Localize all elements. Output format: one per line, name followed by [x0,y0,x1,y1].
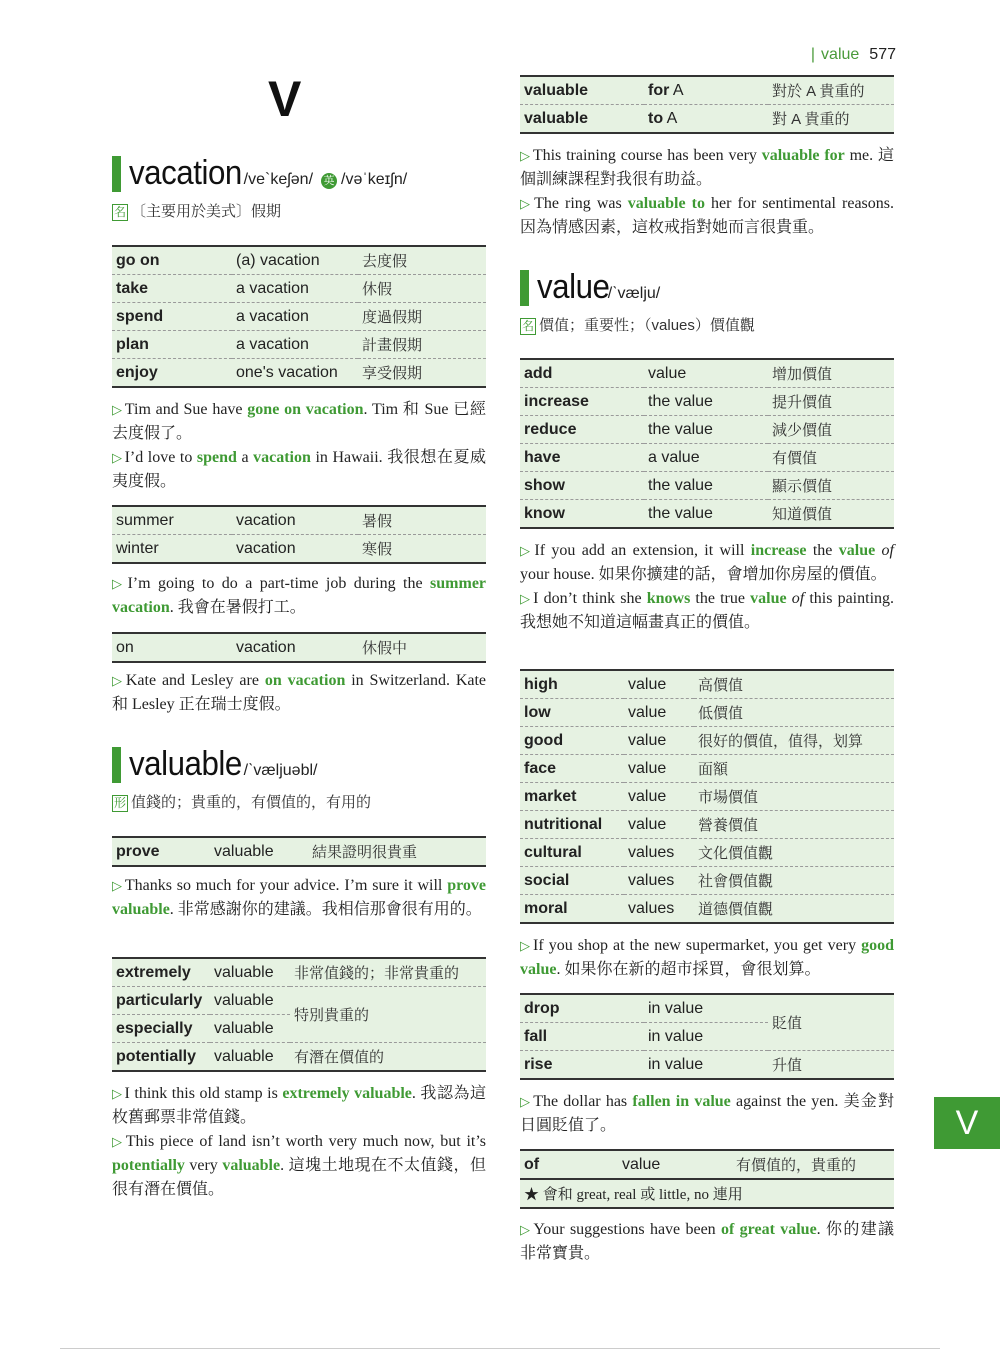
table-row: nutritional value 營養價值 [520,811,894,839]
usage-note: ★ 會和 great, real 或 little, no 連用 [520,1179,894,1208]
example-sentence: ▷ Kate and Lesley are on vacation in Switzerland. Kate 和 Lesley 正在瑞士度假。 [112,672,487,713]
headword-marker [112,156,121,192]
example-sentence: ▷ The dollar has fallen in value against the yen. 美金對日圓貶值了。 [520,1093,894,1134]
definition-line [520,314,894,335]
example-sentence: ▷ Tim and Sue have gone on vacation. Tim 和 Sue 已經去度假了。 [112,401,487,442]
example-list [112,1082,486,1202]
page-number: 577 [869,46,896,63]
collocation-table [112,632,486,663]
uk-badge: 英 [321,173,337,189]
entry-valuable [112,745,486,812]
pronunciation: /ˋvæljuəbl/ [243,762,318,779]
collocation-table [520,358,894,529]
headword-marker [520,270,529,306]
collocation-table [520,993,894,1080]
section-letter: V [268,71,302,127]
table-row: moral values 道德價值觀 [524,899,774,918]
table-row: valuable to A 對 A 貴重的 [524,109,850,128]
table-row: especially valuable [112,1015,486,1043]
example-sentence: ▷ Your suggestions have been of great value. 你的建議非常寶貴。 [520,1221,894,1262]
definition: 〔主要用於美式〕假期 [131,203,282,220]
collocation-table [520,669,894,924]
table-row: good value 很好的價值，值得，划算 [520,727,894,755]
table-row: take a vacation 休假 [112,275,486,303]
table-row: particularly valuable 特別貴重的 [112,987,486,1015]
table-row: rise in value 升值 [524,1055,803,1074]
example-sentence: ▷ If you shop at the new supermarket, you get very good value. 如果你在新的超市採買，會很划算。 [520,937,895,978]
table-row: face value 面額 [520,755,894,783]
example-sentence: ▷ I’d love to spend a vacation in Hawaii. 我很想在夏威夷度假。 [112,449,486,490]
example-sentence: ▷ I’m going to do a part-time job during the summer vacation. 我會在暑假打工。 [112,575,487,616]
entry-value [520,268,894,335]
part-of-speech: 名 [114,205,127,219]
collocation-table [112,957,486,1072]
headword: valuable [129,745,242,783]
collocation-table [112,505,486,564]
part-of-speech: 形 [114,796,127,810]
pronunciation-us: /ve`keʃən/ [243,171,314,188]
headword-marker [112,747,121,783]
headword: value [537,268,610,306]
example-sentence: ▷ I think this old stamp is extremely valuable. 我認為這枚舊郵票非常值錢。 [112,1085,487,1126]
definition: 價值；重要性；（values）價值觀 [539,317,755,334]
definition-line [112,791,486,812]
bottom-rule [60,1348,940,1349]
headword-row [520,268,894,308]
example-sentence: ▷ This piece of land isn’t worth very much now, but it’s potentially very valuable. 這塊土地現在不太值錢，但很有潛在價值。 [112,1133,487,1198]
table-row: drop in value 貶值 [520,994,894,1023]
table-row: enjoy one's vacation 享受假期 [116,363,423,382]
example-list [112,398,486,494]
table-row: cultural values 文化價值觀 [520,839,894,867]
table-row: go on (a) vacation 去度假 [112,246,486,275]
example-list [520,539,894,635]
header-word: value [821,46,860,63]
headword-row [112,745,486,785]
table-row: have a value 有價值 [520,444,894,472]
example-list [520,1090,894,1138]
table-row: on vacation 休假中 [116,638,408,657]
collocation-table [112,245,486,388]
example-list [112,572,486,620]
table-row: of value 有價值的，貴重的 [520,1150,894,1179]
table-row: social values 社會價值觀 [520,867,894,895]
entry-vacation [112,154,486,221]
definition-line [112,200,486,221]
header-bar: | [810,46,816,63]
pronunciation-uk: /vəˈkeɪʃn/ [341,171,408,188]
definition: 值錢的；貴重的，有價值的，有用的 [131,794,372,811]
table-row: add value 增加價值 [520,359,894,388]
table-row: low value 低價值 [520,699,894,727]
table-row: market value 市場價值 [520,783,894,811]
example-sentence: ▷ The ring was valuable to her for sentimental reasons. 因為情感因素，這枚戒指對她而言很貴重。 [520,195,895,236]
example-list [520,1218,894,1266]
table-row: increase the value 提升價值 [520,388,894,416]
running-header [811,46,896,64]
example-sentence: ▷ I don’t think she knows the true value of this painting. 我想她不知道這幅畫真正的價值。 [520,590,895,631]
table-row: winter vacation 寒假 [116,539,393,558]
table-row: reduce the value 減少價值 [520,416,894,444]
table-row: prove valuable 結果證明很貴重 [116,842,418,861]
table-row: potentially valuable 有潛在價值的 [116,1047,385,1066]
collocation-table [520,75,894,134]
example-list [520,144,894,240]
example-list [520,934,894,982]
table-row: show the value 顯示價值 [520,472,894,500]
pronunciation: /ˋvælju/ [607,285,661,302]
section-thumb-tab: V [934,1097,1000,1149]
headword-row [112,154,486,194]
example-sentence: ▷ If you add an extension, it will increase the value of your house. 如果你擴建的話，會增加你房屋的價值。 [520,542,895,583]
table-row: summer vacation 暑假 [112,506,486,535]
example-list [112,669,486,717]
collocation-table [520,1149,894,1209]
table-note-row [520,1179,894,1208]
table-row: fall in value [520,1023,894,1051]
table-row: spend a vacation 度過假期 [112,303,486,331]
example-sentence: ▷ This training course has been very valuable for me. 這個訓練課程對我很有助益。 [520,147,894,188]
table-row: extremely valuable 非常值錢的；非常貴重的 [112,958,486,987]
part-of-speech: 名 [522,319,535,333]
table-row: plan a vacation 計畫假期 [112,331,486,359]
table-row: valuable for A 對於 A 貴重的 [520,76,894,105]
collocation-table [112,836,486,867]
table-row: high value 高價值 [520,670,894,699]
table-row: know the value 知道價值 [524,504,833,523]
example-list [112,874,486,922]
headword: vacation [129,154,242,192]
example-sentence: ▷ Thanks so much for your advice. I’m sure it will prove valuable. 非常感謝你的建議。我相信那會很有用的。 [112,877,486,918]
